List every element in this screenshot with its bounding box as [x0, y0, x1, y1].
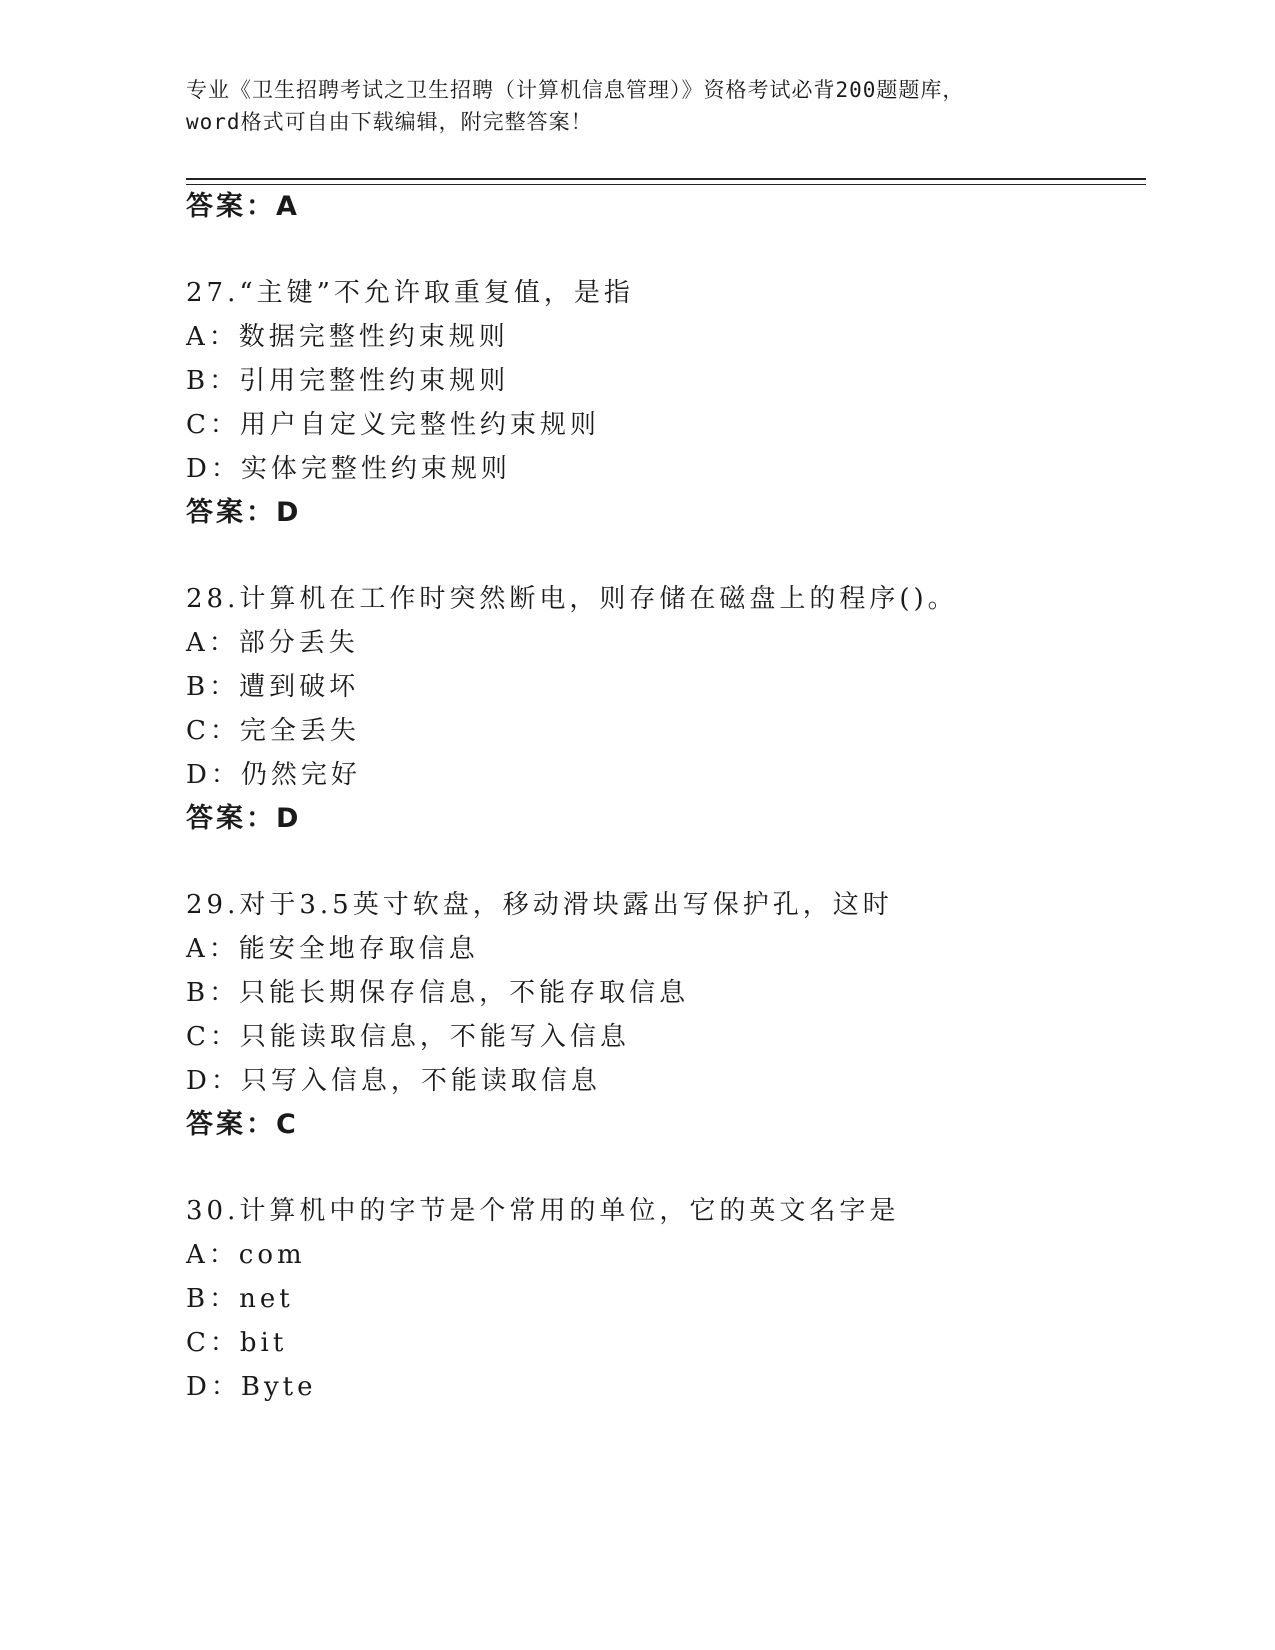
question-29-option-c: C：只能读取信息，不能写入信息 — [186, 1022, 630, 1052]
question-28-option-c: C：完全丢失 — [186, 716, 360, 746]
question-29-option-d: D：只写入信息，不能读取信息 — [186, 1066, 601, 1096]
question-30-option-b: B：net — [186, 1284, 294, 1314]
question-29-option-b: B：只能长期保存信息，不能存取信息 — [186, 978, 690, 1008]
header-rule-thin — [186, 184, 1146, 185]
header-rule-thick — [186, 178, 1146, 180]
question-30-option-c: C：bit — [186, 1328, 288, 1358]
question-27-stem: 27.“主键”不允许取重复值，是指 — [186, 278, 634, 308]
answer-prev: 答案：A — [186, 191, 300, 222]
question-30-stem: 30.计算机中的字节是个常用的单位，它的英文名字是 — [186, 1196, 900, 1226]
question-29-stem: 29.对于3.5英寸软盘，移动滑块露出写保护孔，这时 — [186, 890, 893, 920]
question-28-answer: 答案：D — [186, 803, 302, 834]
question-29-answer: 答案：C — [186, 1109, 299, 1140]
question-30-option-a: A：com — [186, 1240, 306, 1270]
question-28-option-a: A：部分丢失 — [186, 628, 359, 658]
question-28-option-b: B：遭到破坏 — [186, 672, 360, 702]
question-27-answer: 答案：D — [186, 497, 302, 528]
question-27-option-b: B：引用完整性约束规则 — [186, 366, 510, 396]
document-header — [186, 74, 1086, 138]
header-line-1: 专业《卫生招聘考试之卫生招聘（计算机信息管理）》资格考试必背200题题库， — [186, 78, 965, 102]
header-line-2: word格式可自由下载编辑，附完整答案！ — [186, 110, 593, 134]
question-27-option-d: D：实体完整性约束规则 — [186, 454, 511, 484]
question-29-option-a: A：能安全地存取信息 — [186, 934, 479, 964]
question-30-option-d: D：Byte — [186, 1372, 317, 1402]
question-27-option-c: C：用户自定义完整性约束规则 — [186, 410, 600, 440]
question-28-option-d: D：仍然完好 — [186, 760, 361, 790]
question-27-option-a: A：数据完整性约束规则 — [186, 322, 509, 352]
question-28-stem: 28.计算机在工作时突然断电，则存储在磁盘上的程序()。 — [186, 584, 958, 614]
